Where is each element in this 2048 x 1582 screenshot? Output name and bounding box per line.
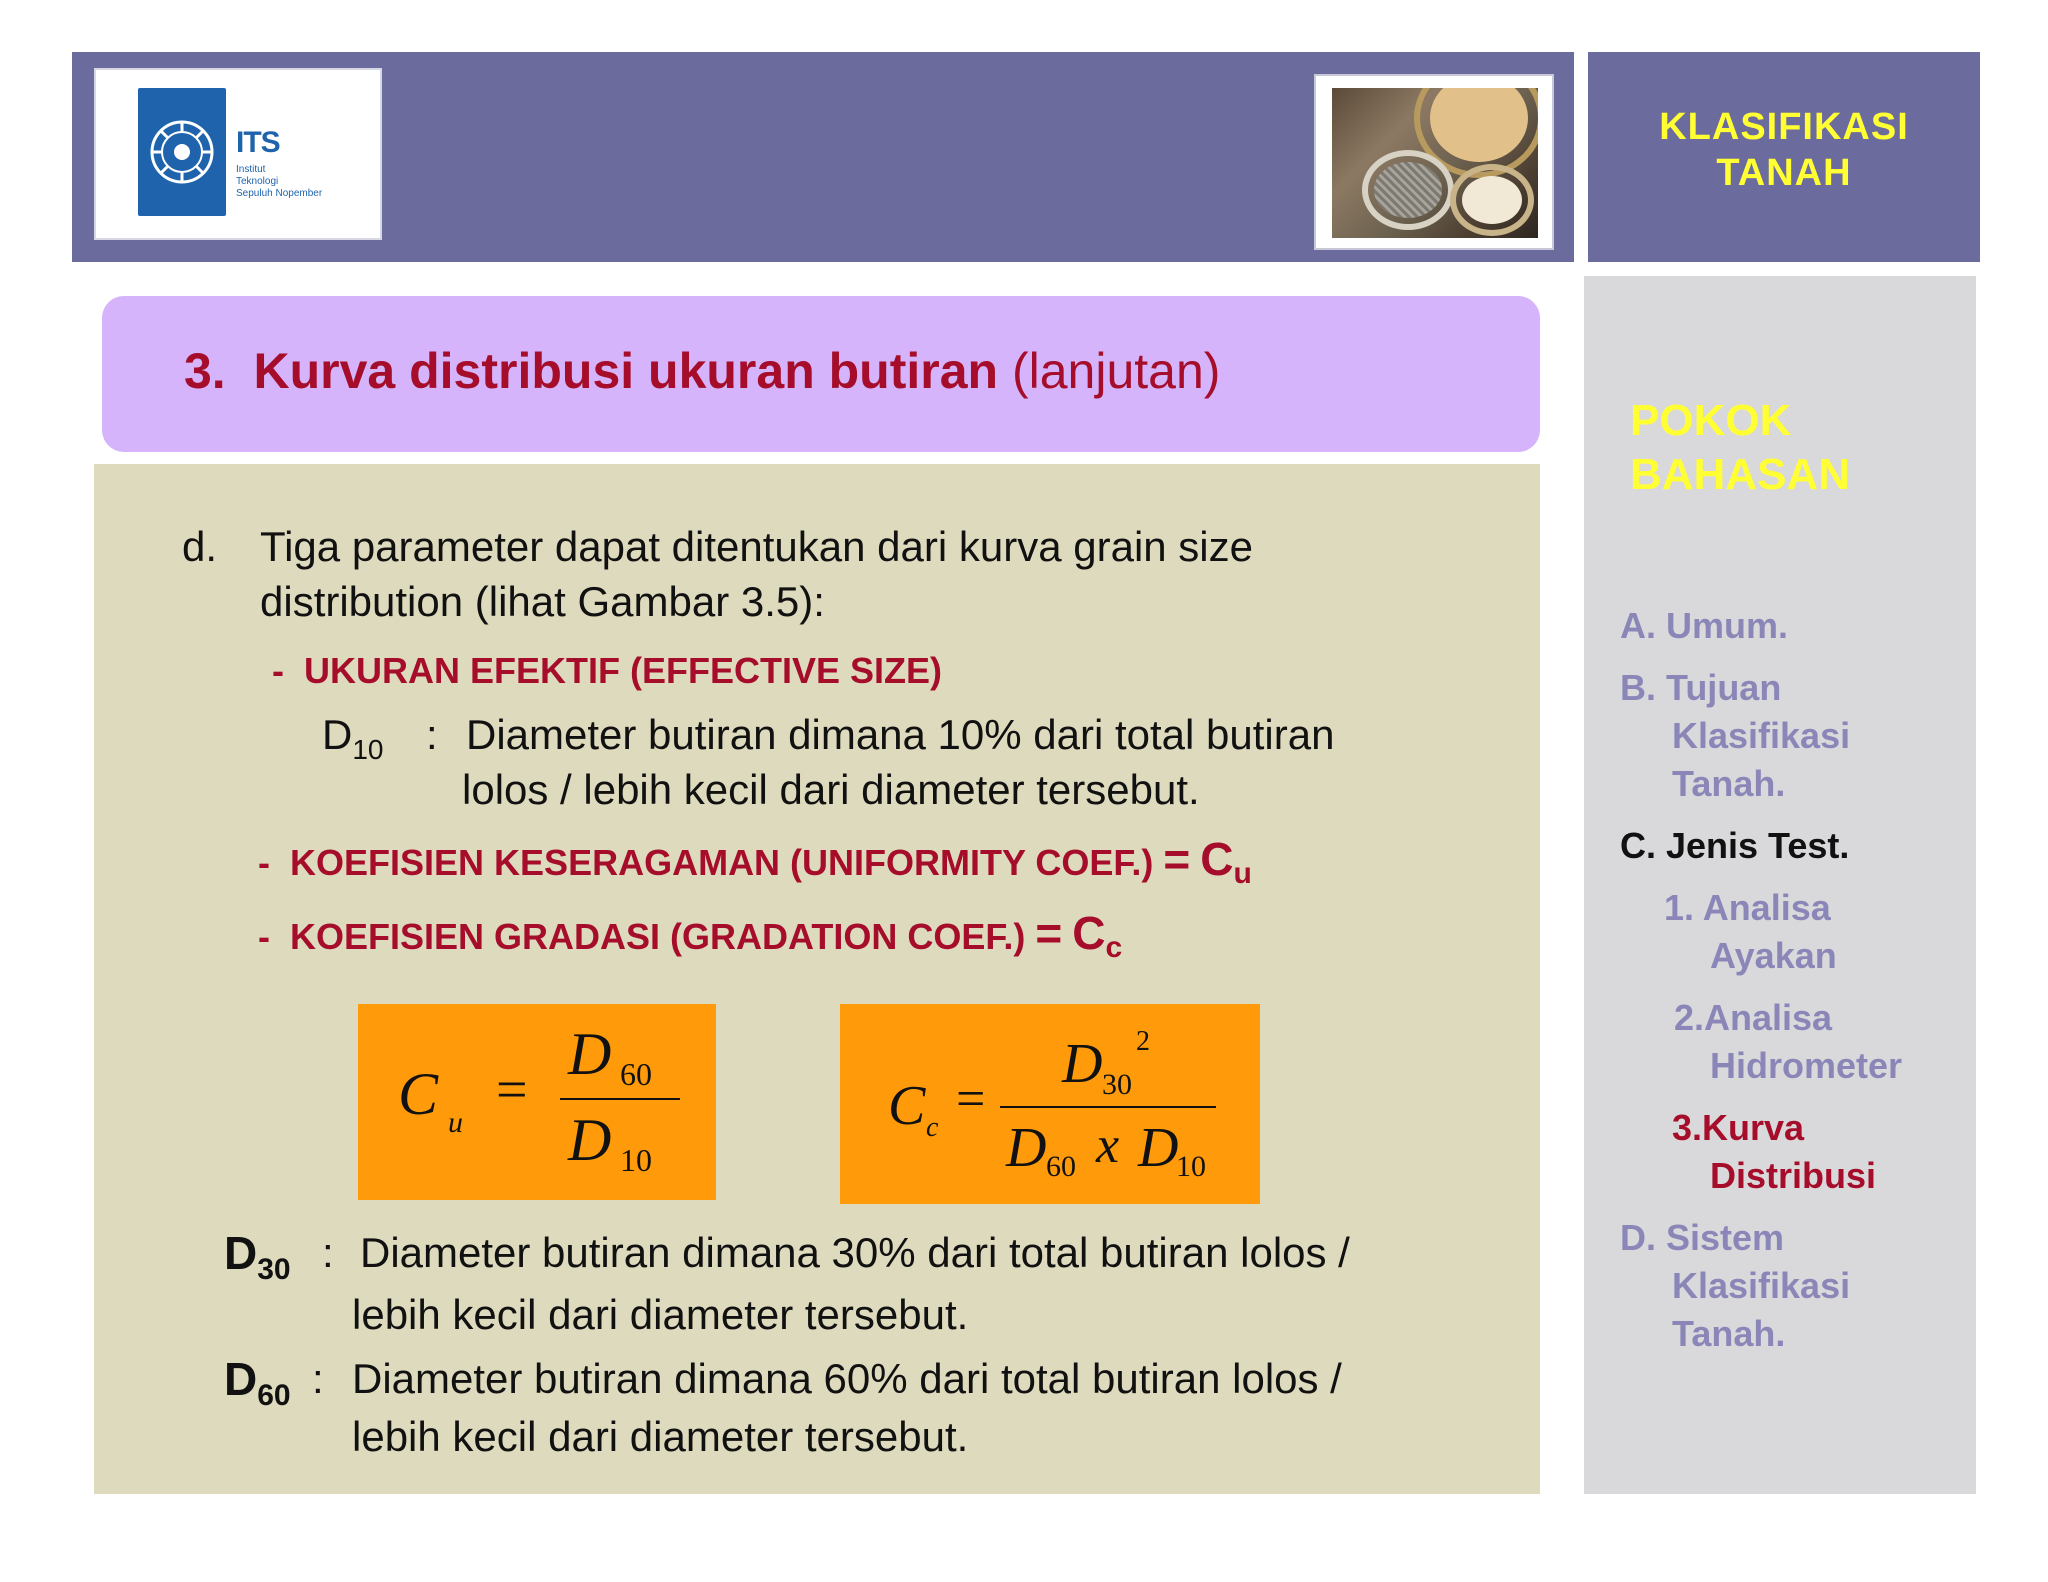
- topic-title: [1588, 104, 1980, 196]
- bullet-label: KOEFISIEN KESERAGAMAN (UNIFORMITY COEF.): [290, 842, 1154, 883]
- intro-line: distribution (lihat Gambar 3.5):: [260, 578, 825, 625]
- bullet-dash: -: [258, 916, 270, 957]
- sidebar-item-kurva-distribusi[interactable]: [1672, 1104, 1876, 1200]
- d30-letter: D: [224, 1227, 258, 1279]
- d60-symbol: [224, 1352, 291, 1412]
- d10-symbol: [322, 708, 384, 765]
- sidebar: [1584, 276, 1976, 1494]
- sidebar-item-umum[interactable]: [1620, 602, 1788, 650]
- formula-cc-box: [840, 1004, 1260, 1204]
- formula-cc-denominator-a-sub: 60: [1046, 1150, 1076, 1183]
- formula-cc-equals: =: [956, 1071, 986, 1128]
- intro-marker: d.: [182, 523, 218, 570]
- d60-definition-line: lebih kecil dari diameter tersebut.: [352, 1413, 969, 1460]
- topic-title-line: KLASIFIKASI: [1659, 106, 1909, 148]
- formula-cc-denominator-a: D: [1006, 1117, 1047, 1179]
- d60-letter: D: [224, 1353, 258, 1405]
- logo-subtitle-line: Teknologi: [236, 176, 279, 187]
- sidebar-item-label: Klasifikasi: [1672, 1265, 1851, 1306]
- d60-definition-line: Diameter butiran dimana 60% dari total butiran lolos /: [352, 1355, 1342, 1402]
- sidebar-item-label: Hidrometer: [1710, 1045, 1903, 1086]
- logo-subtitle-line: Sepuluh Nopember: [236, 188, 323, 199]
- d10-letter: D: [322, 711, 353, 758]
- sidebar-item-analisa-ayakan[interactable]: [1664, 884, 1837, 980]
- intro-line: Tiga parameter dapat ditentukan dari kurva grain size: [260, 523, 1253, 570]
- d30-colon: :: [322, 1229, 334, 1276]
- formula-cu-denominator-sub: 10: [620, 1142, 652, 1178]
- d10-definition-line: lolos / lebih kecil dari diameter tersebut.: [462, 766, 1200, 813]
- sidebar-heading-line: POKOK: [1630, 396, 1792, 445]
- bullet-uniformity: [258, 833, 1252, 890]
- sidebar-item-label: Distribusi: [1710, 1155, 1877, 1196]
- sidebar-item-label: 1. Analisa: [1664, 887, 1831, 928]
- bullet-dash: -: [258, 842, 270, 883]
- slide-title-suffix: (lanjutan): [1011, 343, 1221, 399]
- formula-cu-denominator: D: [568, 1107, 612, 1173]
- logo-subtitle: [236, 164, 356, 200]
- d60-colon: :: [312, 1355, 324, 1402]
- formula-cc-numerator-sub: 30: [1102, 1068, 1132, 1101]
- topic-title-band: [1588, 52, 1980, 262]
- sidebar-item-jenis-test[interactable]: [1620, 822, 1849, 870]
- slide-title-main: Kurva distribusi ukuran butiran: [253, 343, 999, 399]
- formula-cu-lhs: C: [398, 1061, 439, 1127]
- sidebar-item-sistem-klasifikasi[interactable]: [1620, 1214, 1850, 1358]
- formula-cc-times: x: [1096, 1117, 1120, 1174]
- equals-sign: =: [1035, 907, 1063, 959]
- bullet-label: UKURAN EFEKTIF (EFFECTIVE SIZE): [304, 650, 943, 691]
- d30-symbol: [224, 1226, 291, 1286]
- d30-subscript: 30: [257, 1253, 291, 1286]
- sidebar-heading-line: BAHASAN: [1630, 450, 1850, 499]
- sidebar-item-label: Tanah.: [1672, 763, 1786, 804]
- sidebar-item-label: D. Sistem: [1620, 1217, 1785, 1258]
- sidebar-item-label: A. Umum.: [1620, 605, 1789, 646]
- sieve-photo-frame: [1314, 74, 1554, 250]
- formula-cc-fraction-bar: [1000, 1106, 1216, 1108]
- formula-cu-fraction-bar: [560, 1098, 680, 1100]
- formula-cu-equals: =: [496, 1059, 528, 1121]
- sidebar-item-label: 3.Kurva: [1672, 1107, 1805, 1148]
- bullet-dash: -: [272, 650, 284, 691]
- sidebar-item-label: C. Jenis Test.: [1620, 825, 1850, 866]
- formula-cc-lhs-sub: c: [926, 1112, 939, 1143]
- sieve-photo: [1332, 88, 1538, 238]
- sidebar-item-label: Ayakan: [1710, 935, 1837, 976]
- formula-cu-numerator: D: [568, 1021, 612, 1087]
- sidebar-heading: [1630, 394, 1850, 502]
- cc-subscript: c: [1105, 931, 1123, 964]
- formula-cc-denominator-b-sub: 10: [1176, 1150, 1206, 1183]
- sidebar-item-label: 2.Analisa: [1674, 997, 1833, 1038]
- sidebar-item-tujuan[interactable]: [1620, 664, 1850, 808]
- slide-title-number: 3.: [184, 343, 226, 399]
- formula-cu-lhs-sub: u: [448, 1106, 463, 1139]
- formula-cc-denominator-b: D: [1138, 1117, 1179, 1179]
- formula-cc-numerator-sup: 2: [1136, 1026, 1150, 1057]
- d10-subscript: 10: [352, 734, 384, 765]
- formula-cu-numerator-sub: 60: [620, 1056, 652, 1092]
- slide-title: [184, 342, 1220, 400]
- topic-title-line: TANAH: [1716, 152, 1852, 194]
- logo-subtitle-line: Institut: [236, 164, 266, 175]
- d60-subscript: 60: [257, 1379, 291, 1412]
- sieve-icon: [1450, 164, 1534, 236]
- d30-definition-line: Diameter butiran dimana 30% dari total butiran lolos /: [360, 1229, 1350, 1276]
- d30-definition-line: lebih kecil dari diameter tersebut.: [352, 1291, 969, 1338]
- equals-sign: =: [1163, 833, 1191, 885]
- sidebar-item-label: Klasifikasi: [1672, 715, 1851, 756]
- slide-title-banner: [102, 296, 1540, 452]
- bullet-label: KOEFISIEN GRADASI (GRADATION COEF.): [290, 916, 1026, 957]
- sieve-icon: [1362, 150, 1454, 230]
- its-emblem-icon: [138, 88, 226, 216]
- cc-symbol: C: [1072, 907, 1106, 959]
- sidebar-item-label: B. Tujuan: [1620, 667, 1782, 708]
- bullet-effective-size: [272, 648, 942, 694]
- sidebar-item-label: Tanah.: [1672, 1313, 1786, 1354]
- cu-symbol: C: [1200, 833, 1234, 885]
- d10-definition-line: Diameter butiran dimana 10% dari total butiran: [466, 711, 1335, 758]
- logo-wordmark: ITS: [236, 126, 280, 159]
- formula-cu-box: [358, 1004, 716, 1200]
- its-logo: [94, 68, 382, 240]
- sidebar-item-analisa-hidrometer[interactable]: [1674, 994, 1902, 1090]
- cu-subscript: u: [1233, 857, 1252, 890]
- d10-colon: :: [426, 711, 438, 758]
- formula-cc-lhs: C: [888, 1075, 926, 1137]
- formula-cc-numerator: D: [1062, 1033, 1103, 1095]
- bullet-gradation: [258, 907, 1123, 964]
